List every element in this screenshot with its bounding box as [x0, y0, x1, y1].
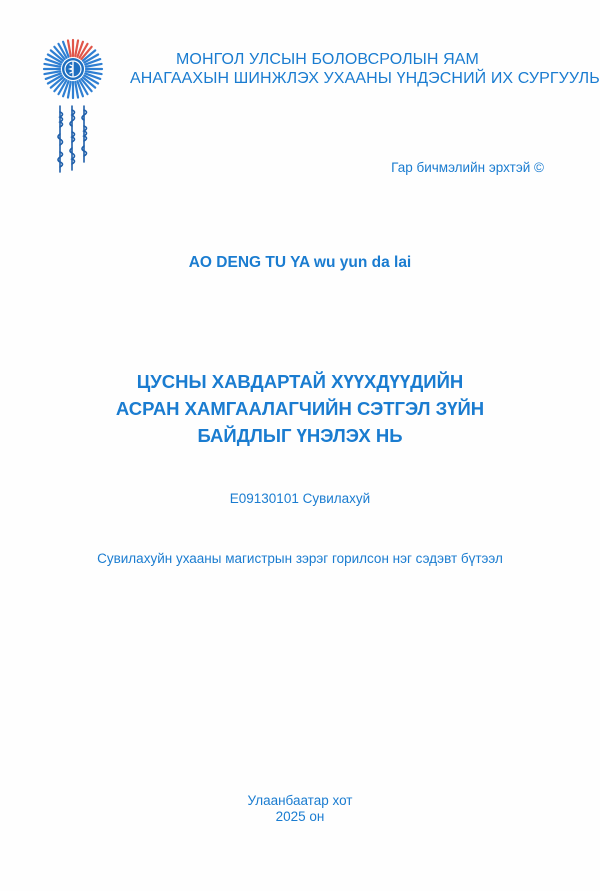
thesis-title — [0, 368, 600, 449]
title-line-1: ЦУСНЫ ХАВДАРТАЙ ХҮҮХДҮҮДИЙН — [136, 371, 464, 392]
ministry-name: МОНГОЛ УЛСЫН БОЛОВСРОЛЫН ЯАМ — [176, 51, 479, 68]
author-given-name: wu yun da lai — [313, 254, 412, 271]
place-and-year — [0, 793, 600, 825]
program-code: E09130101 Сувилахуй — [229, 491, 371, 506]
author-name — [0, 254, 600, 272]
degree-statement: Сувилахуйн ухааны магистрын зэрэг горилсон нэг сэдэвт бүтээл — [97, 551, 503, 566]
author-surname: AO DENG TU YA — [188, 254, 310, 271]
university-emblem-icon — [42, 38, 104, 100]
title-line-3: БАЙДЛЫГ ҮНЭЛЭХ НЬ — [197, 425, 403, 446]
city: Улаанбаатар хот — [247, 793, 353, 808]
copyright-notice: Гар бичмэлийн эрхтэй © — [391, 160, 544, 175]
mongolian-script-emblem-text — [50, 102, 100, 182]
year: 2025 он — [275, 809, 325, 824]
title-line-2: АСРАН ХАМГААЛАГЧИЙН СЭТГЭЛ ЗҮЙН — [115, 398, 485, 419]
university-name: АНАГААХЫН ШИНЖЛЭХ УХААНЫ ҮНДЭСНИЙ ИХ СУРГУУЛЬ — [130, 70, 600, 87]
institution-header — [130, 50, 600, 88]
